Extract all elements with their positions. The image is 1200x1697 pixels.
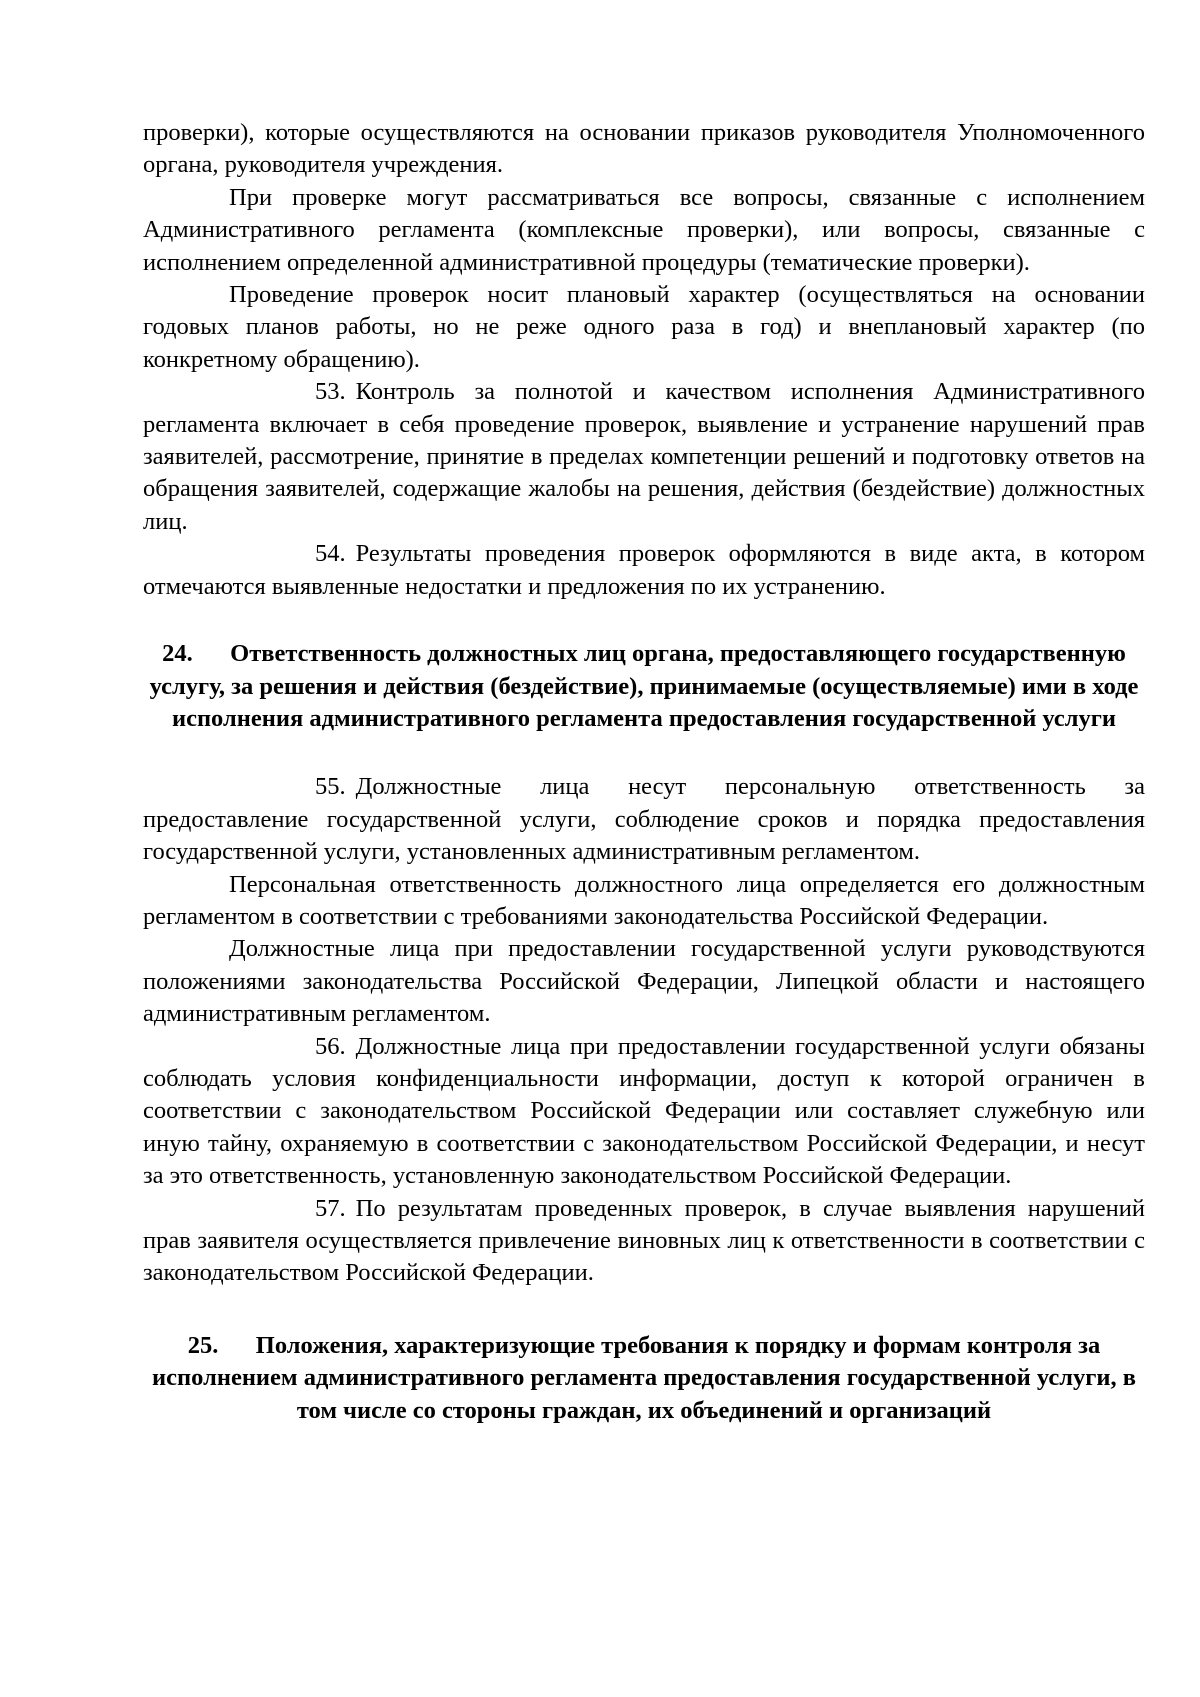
paragraph-number: 54. <box>315 540 346 568</box>
paragraph-group-b <box>143 771 1145 1290</box>
paragraph <box>143 376 1145 538</box>
paragraph <box>143 933 1145 1030</box>
paragraph-text: проверки), которые осуществляются на основании приказов руководителя Уполномоченного органа, руководителя учреждения. <box>143 119 1145 179</box>
paragraph-text: Должностные лица при предоставлении государственной услуги обязаны соблюдать условия конфиденциальности информации, доступ к которой ограничен в соответствии с законодательством Российской Федерации или составляет служебную или иную тайну, охраняемую в соответствии с законодательством Российской Федерации, и несут за это ответственность, установленную законодательством Российской Федерации. <box>143 1032 1145 1190</box>
paragraph-text: Персональная ответственность должностного лица определяется его должностным регламентом в соответствии с требованиями законодательства Российской Федерации. <box>143 870 1145 930</box>
paragraph <box>143 538 1145 603</box>
paragraph <box>143 1031 1145 1193</box>
paragraph-group-a <box>143 117 1145 603</box>
section-heading-24 <box>143 638 1145 735</box>
paragraph-text: Должностные лица при предоставлении государственной услуги руководствуются положениями законодательства Российской Федерации, Липецкой области и настоящего административным регламентом. <box>143 935 1145 1028</box>
section-title: Положения, характеризующие требования к порядку и формам контроля за исполнением административного регламента предоставления государственной услуги, в том числе со стороны граждан, их объединений и организаций <box>152 1331 1136 1424</box>
paragraph-text: Результаты проведения проверок оформляются в виде акта, в котором отмечаются выявленные недостатки и предложения по их устранению. <box>143 540 1145 600</box>
section-title: Ответственность должностных лиц органа, предоставляющего государственную услугу, за решения и действия (бездействие), принимаемые (осуществляемые) ими в ходе исполнения административного регламента предоставления государственной услуги <box>149 640 1139 732</box>
document-body <box>143 117 1145 1427</box>
paragraph-number: 53. <box>315 378 346 406</box>
paragraph <box>143 869 1145 934</box>
paragraph <box>143 117 1145 182</box>
paragraph <box>143 771 1145 868</box>
section-heading-25 <box>143 1330 1145 1427</box>
paragraph <box>143 279 1145 376</box>
paragraph-text: При проверке могут рассматриваться все вопросы, связанные с исполнением Административного регламента (комплексные проверки), или вопросы, связанные с исполнением определенной административной процедуры (тематические проверки). <box>143 183 1145 276</box>
paragraph-text: По результатам проведенных проверок, в случае выявления нарушений прав заявителя осуществляется привлечение виновных лиц к ответственности в соответствии с законодательством Российской Федерации. <box>143 1194 1145 1287</box>
paragraph-text: Должностные лица несут персональную ответственность за предоставление государственной услуги, соблюдение сроков и порядка предоставления государственной услуги, установленных административным регламентом. <box>143 773 1145 866</box>
paragraph-number: 57. <box>315 1194 346 1222</box>
paragraph-number: 55. <box>315 773 346 801</box>
paragraph-number: 56. <box>315 1032 346 1060</box>
section-number: 25. <box>187 1331 219 1359</box>
paragraph <box>143 182 1145 279</box>
section-number: 24. <box>162 640 193 668</box>
paragraph <box>143 1193 1145 1290</box>
paragraph-text: Контроль за полнотой и качеством исполнения Административного регламента включает в себя проведение проверок, выявление и устранение нарушений прав заявителей, рассмотрение, принятие в пределах компетенции решений и подготовку ответов на обращения заявителей, содержащие жалобы на решения, действия (бездействие) должностных лиц. <box>143 378 1145 535</box>
paragraph-text: Проведение проверок носит плановый характер (осуществляться на основании годовых планов работы, но не реже одного раза в год) и внеплановый характер (по конкретному обращению). <box>143 281 1145 373</box>
